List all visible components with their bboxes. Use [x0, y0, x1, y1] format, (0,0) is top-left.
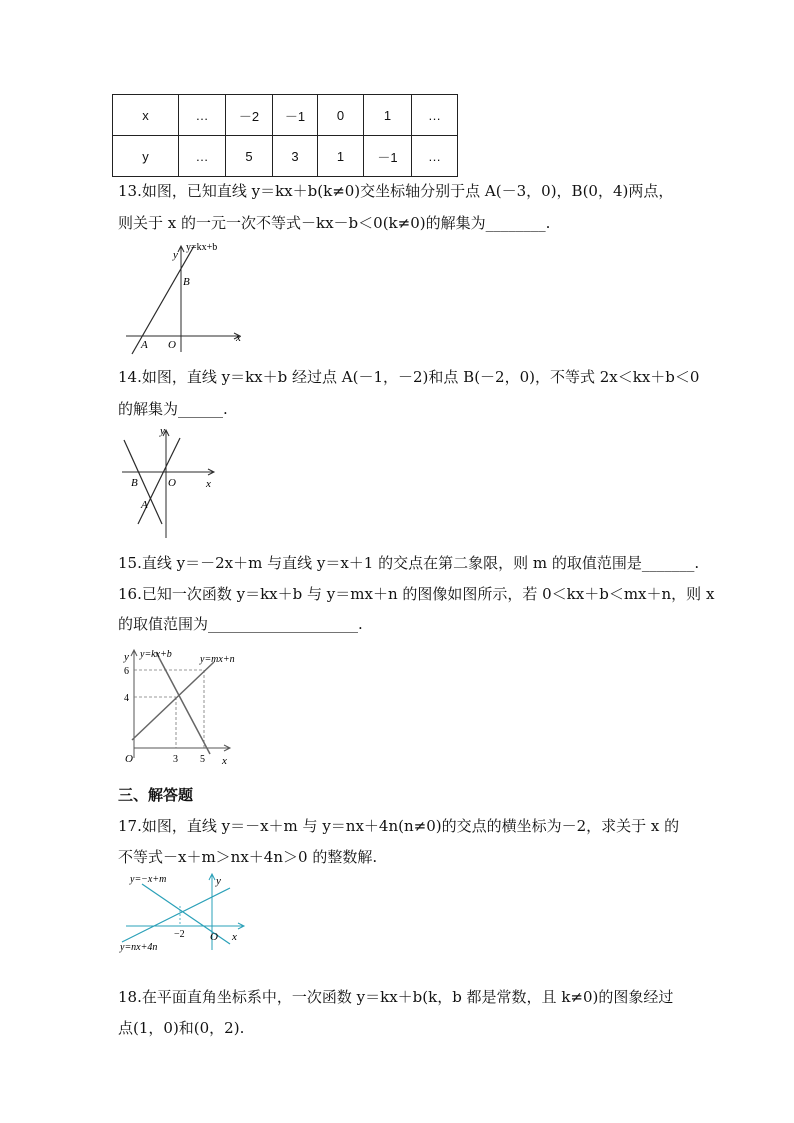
- q17-y-label: y: [216, 875, 221, 887]
- value-table: [112, 94, 458, 177]
- table-cell: －1: [364, 136, 412, 177]
- q16-y-label: y: [124, 651, 129, 663]
- table-cell: 3: [273, 136, 318, 177]
- q16-origin: O: [125, 753, 133, 765]
- q14-figure: [118, 424, 222, 542]
- q13-line-label: y=kx+b: [186, 242, 218, 253]
- table-cell: y: [113, 136, 179, 177]
- section-title: 三、解答题: [118, 786, 194, 804]
- q14-text-line1: 14.如图，直线 y＝kx＋b 经过点 A(－1，－2)和点 B(－2，0)，不等式 2x＜kx＋b＜0: [118, 368, 700, 386]
- q17-origin: O: [210, 931, 218, 943]
- table-cell: x: [113, 95, 179, 136]
- table-row-x: [113, 95, 458, 136]
- q17-figure: [118, 870, 258, 954]
- table-cell: …: [179, 95, 226, 136]
- q17-x-label: x: [232, 931, 237, 943]
- q13-figure: [118, 240, 248, 358]
- q16-line-mx-n: [132, 662, 214, 740]
- q13-text-line1: 13.如图，已知直线 y＝kx＋b(k≠0)交坐标轴分别于点 A(－3，0)，B(0，4)两点，: [118, 182, 674, 200]
- table-cell: …: [412, 95, 458, 136]
- q16-text-line1: 16.已知一次函数 y＝kx＋b 与 y＝mx＋n 的图像如图所示，若 0＜kx＋b＜mx＋n，则 x: [118, 585, 715, 603]
- q13-y-label: y: [173, 249, 178, 261]
- q16-line-kx-b: [156, 652, 210, 754]
- q16-text-line2: 的取值范围为____________________.: [118, 615, 363, 633]
- table-cell: …: [179, 136, 226, 177]
- q16-tick-4: 4: [124, 693, 129, 704]
- q13-text-line2: 则关于 x 的一元一次不等式－kx－b＜0(k≠0)的解集为________.: [118, 214, 551, 232]
- q18-text-line1: 18.在平面直角坐标系中，一次函数 y＝kx＋b(k，b 都是常数，且 k≠0)的图象经过: [118, 988, 674, 1006]
- q16-label-mx-n: y=mx+n: [200, 654, 235, 665]
- q17-text-line2: 不等式－x＋m＞nx＋4n＞0 的整数解.: [118, 848, 378, 866]
- table-cell: 5: [226, 136, 273, 177]
- q16-tick-5: 5: [200, 754, 205, 765]
- q13-point-b: B: [183, 276, 190, 288]
- table-cell: 1: [364, 95, 412, 136]
- q14-point-b: B: [131, 477, 138, 489]
- q16-label-kx-b: y=kx+b: [140, 649, 172, 660]
- q17-tick-neg2: −2: [174, 929, 185, 940]
- table-cell: …: [412, 136, 458, 177]
- q14-y-label: y: [160, 425, 165, 437]
- q13-point-a: A: [141, 339, 148, 351]
- table-cell: 0: [318, 95, 364, 136]
- q14-text-line2: 的解集为______.: [118, 400, 228, 418]
- q16-tick-6: 6: [124, 666, 129, 677]
- q17-label-nx-4n: y=nx+4n: [120, 942, 158, 953]
- q14-point-a: A: [141, 499, 148, 511]
- q14-x-label: x: [206, 478, 211, 490]
- table-cell: 1: [318, 136, 364, 177]
- q16-tick-3: 3: [173, 754, 178, 765]
- q13-x-label: x: [236, 332, 241, 344]
- q14-line-y-2x: [124, 440, 162, 524]
- q18-text-line2: 点(1，0)和(0，2).: [118, 1019, 245, 1037]
- q13-line: [132, 246, 194, 354]
- q14-origin: O: [168, 477, 176, 489]
- table-cell: －1: [273, 95, 318, 136]
- q15-text-line1: 15.直线 y＝－2x＋m 与直线 y＝x＋1 的交点在第二象限，则 m 的取值范围是_______.: [118, 554, 700, 572]
- table-row-y: [113, 136, 458, 177]
- q17-label-neg-x-m: y=−x+m: [130, 874, 167, 885]
- table-cell: －2: [226, 95, 273, 136]
- q16-figure: [118, 644, 252, 768]
- q13-origin: O: [168, 339, 176, 351]
- q17-text-line1: 17.如图，直线 y＝－x＋m 与 y＝nx＋4n(n≠0)的交点的横坐标为－2，求关于 x 的: [118, 817, 680, 835]
- q16-x-label: x: [222, 755, 227, 767]
